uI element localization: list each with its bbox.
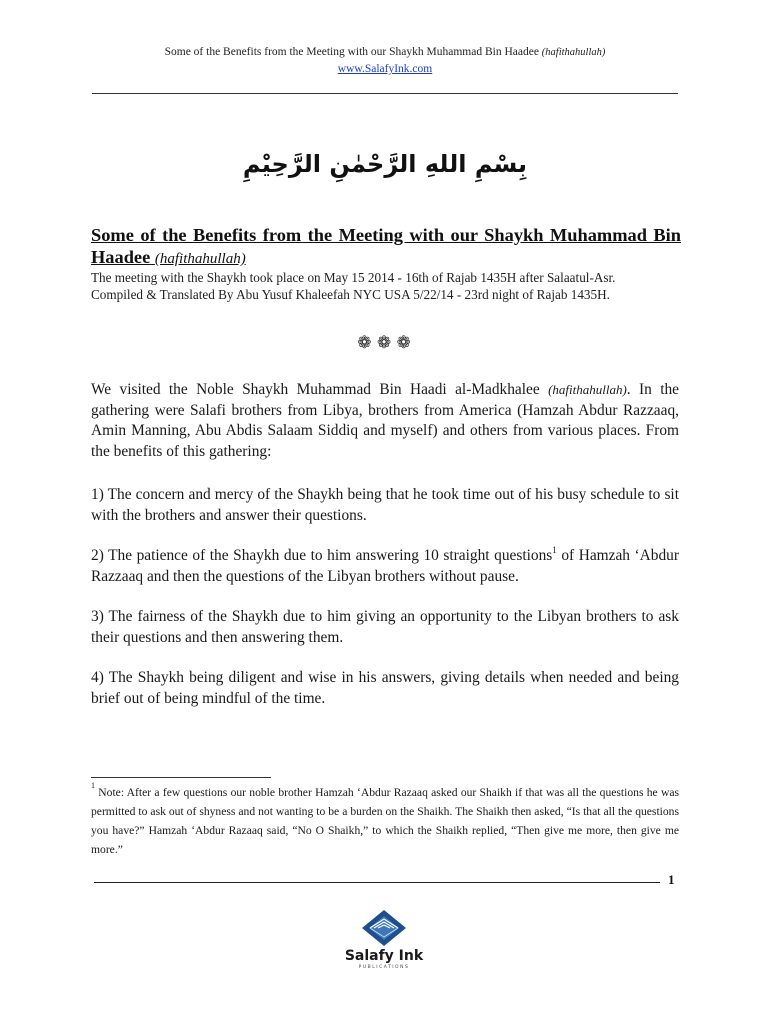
intro-text-a: We visited the Noble Shaykh Muhammad Bin Haadi al-Madkhalee (91, 381, 549, 398)
benefit-item-4: 4) The Shaykh being diligent and wise in his answers, giving details when needed and being brief out of being mindful of the time. (91, 669, 679, 707)
benefit-item-3: 3) The fairness of the Shaykh due to him giving an opportunity to the Libyan brothers to ask their questions and then answering them. (91, 608, 679, 646)
footnote (91, 783, 679, 859)
page-number: 1 (668, 872, 675, 887)
header-title: Some of the Benefits from the Meeting with our Shaykh Muhammad Bin Haadee (164, 46, 539, 58)
basmala-calligraphy (240, 140, 530, 190)
basmala-text: بِسْمِ اللهِ الرَّحْمٰنِ الرَّحِيْمِ (242, 150, 528, 178)
benefit-item-2 (91, 546, 679, 587)
benefit-2-text-b: of Hamzah ‘Abdur Razzaaq and then the questions of the Libyan brothers without pause. (91, 547, 679, 585)
footnote-ref[interactable]: 1 (552, 545, 557, 555)
meeting-date-line: The meeting with the Shaykh took place on May 15 2014 - 16th of Rajab 1435H after Salaatul-Asr. (91, 270, 616, 285)
website-link[interactable]: www.SalafyInk.com (337, 63, 433, 75)
header-divider (92, 93, 678, 94)
header-honorific: (hafithahullah) (541, 47, 606, 58)
logo-subtitle: PUBLICATIONS (358, 965, 410, 970)
article-title-honorific: (hafithahullah) (154, 251, 246, 267)
translator-line: Compiled & Translated By Abu Yusuf Khaleefah NYC USA 5/22/14 - 23rd night of Rajab 1435H. (91, 287, 610, 302)
footnote-separator (91, 777, 271, 778)
intro-honorific: (hafithahullah) (548, 382, 627, 397)
article-title-text: Some of the Benefits from the Meeting with our Shaykh Muhammad Bin Haadee (91, 225, 681, 267)
footer-rule (94, 882, 660, 883)
ornament-divider (344, 330, 424, 354)
footnote-text: Note: After a few questions our noble brother Hamzah ‘Abdur Razaaq asked our Shaikh if that was all the questions he was permitted to ask out of shyness and not wanting to be a burden on the Shaikh. The Shaikh then asked, “Is that all the questions you have?” Hamzah ‘Abdur Razaaq said, “No O Shaikh,” to which the Shaikh replied, “Then give me more, then give me more.” (91, 786, 679, 856)
intro-paragraph (91, 380, 679, 462)
intro-text-b: . In the gathering were Salafi brothers from Libya, brothers from America (Hamzah Abdur Razzaaq, Amin Manning, Abu Abdis Salaam Siddiq and myself) and others from various places. From the benefits of this gathering: (91, 381, 679, 460)
footnote-marker: 1 (91, 781, 95, 790)
article-meta (91, 269, 691, 303)
article-title (91, 224, 681, 270)
running-header (92, 44, 678, 77)
salafy-ink-logo (334, 908, 434, 970)
ornament-divider-text: ❁ ❁ ❁ (357, 333, 411, 353)
logo-emblem-icon (362, 910, 406, 946)
benefit-2-text-a: 2) The patience of the Shaykh due to him answering 10 straight questions (91, 547, 553, 564)
logo-wordmark: Salafy Ink (344, 948, 424, 964)
benefit-item-1: 1) The concern and mercy of the Shaykh being that he took time out of his busy schedule to sit with the brothers and answer their questions. (91, 486, 679, 524)
